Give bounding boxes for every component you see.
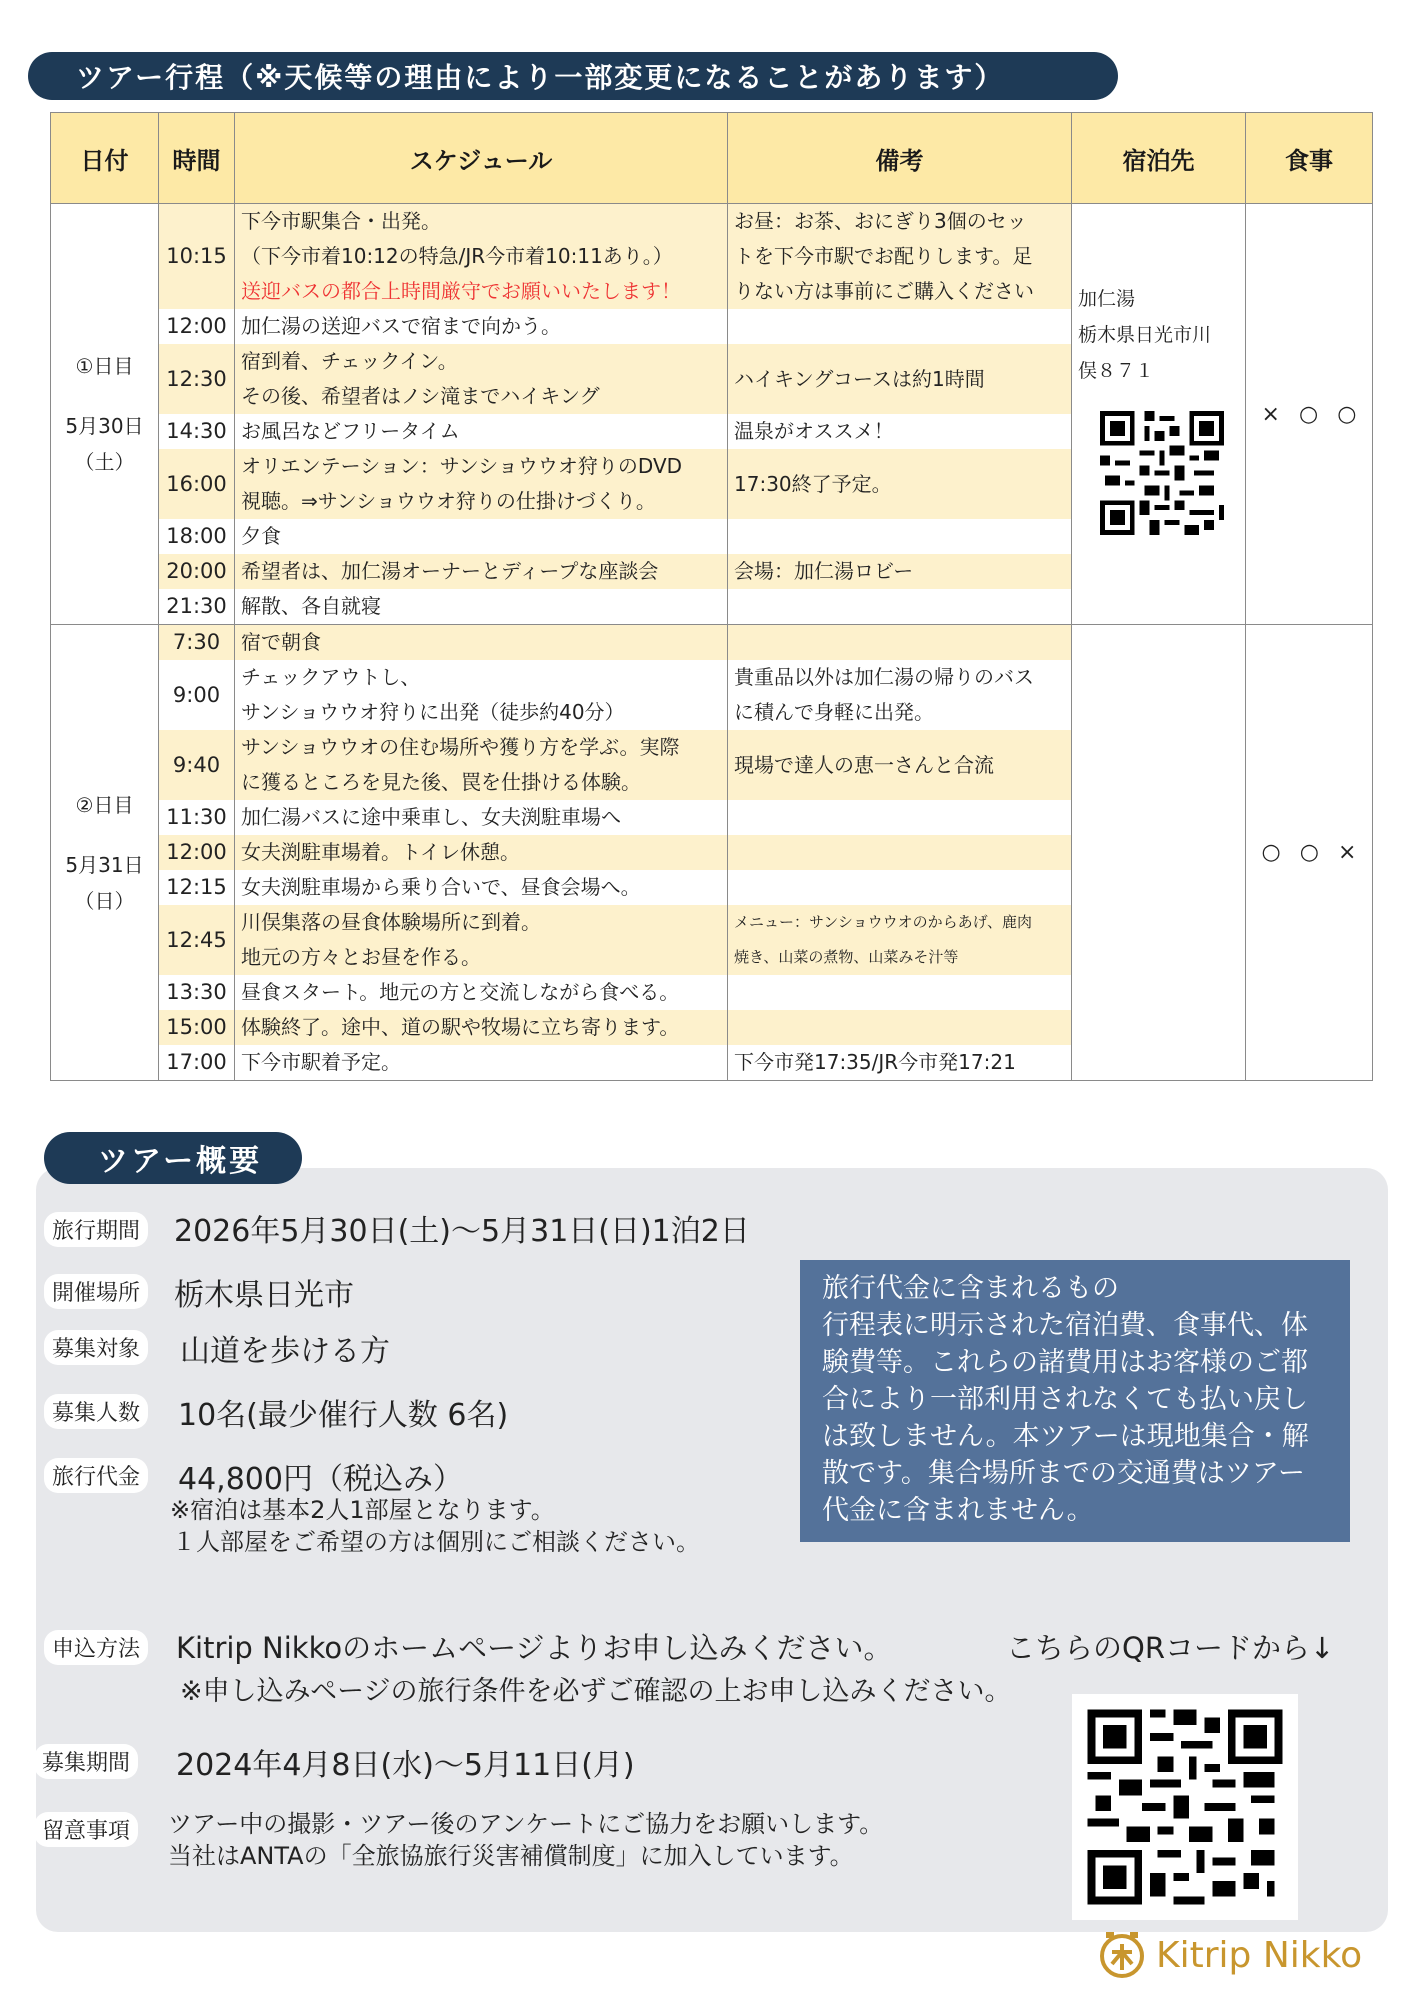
time-cell: 15:00 [159,1010,235,1045]
time-cell: 12:45 [159,905,235,975]
day-dow: （土） [74,450,135,474]
included-line: 代金に含まれません。 [822,1495,1094,1526]
price-note-1: ※宿泊は基本2人1部屋となります。 [170,1496,555,1524]
note-cell: 温泉がオススメ！ [728,414,1072,449]
header-time: 時間 [159,113,235,204]
included-title: 旅行代金に含まれるもの [822,1273,1119,1304]
apply-label: 申込方法 [44,1630,148,1665]
note-line: に積んで身軽に出発。 [734,700,934,724]
schedule-line: （下今市着10:12の特急/JR今市着10:11あり。） [241,244,673,268]
header-schedule: スケジュール [235,113,728,204]
price-note-2: １人部屋をご希望の方は個別にご相談ください。 [172,1528,700,1556]
day-label: ②日目 [75,792,134,817]
note-cell: 現場で達人の恵一さんと合流 [728,730,1072,800]
schedule-line: サンショウウオ狩りに出発（徒歩約40分） [241,700,625,724]
caution-line-2: 当社はANTAの「全旅協旅行災害補償制度」に加入しています。 [168,1842,854,1870]
meal-lunch: ○ [1299,840,1319,865]
note-cell [728,204,1072,310]
time-cell: 14:30 [159,414,235,449]
stay-address: 栃木県日光市川 [1078,324,1212,346]
included-line: 散です。集合場所までの交通費はツアー [822,1458,1306,1489]
time-cell: 16:00 [159,449,235,519]
note-cell: 下今市発17:35/JR今市発17:21 [728,1045,1072,1081]
note-cell [728,589,1072,625]
included-box [800,1260,1350,1542]
place-label: 開催場所 [44,1274,148,1309]
schedule-cell: 希望者は、加仁湯オーナーとディープな座談会 [235,554,728,589]
header-date: 日付 [51,113,159,204]
apply-value[interactable]: Kitrip Nikkoのホームページよりお申し込みください。 [176,1631,893,1665]
table-row [51,625,1373,661]
note-line: 貴重品以外は加仁湯の帰りのバス [734,665,1034,689]
table-header-row [51,113,1373,204]
time-cell: 12:15 [159,870,235,905]
schedule-cell: お風呂などフリータイム [235,414,728,449]
time-cell: 20:00 [159,554,235,589]
schedule-cell [235,660,728,730]
schedule-cell: 女夫渕駐車場から乗り合いで、昼食会場へ。 [235,870,728,905]
meal-cell [1246,625,1373,1081]
note-line: お昼：お茶、おにぎり3個のセッ [734,209,1027,233]
kitrip-logo [1098,1930,1362,1980]
apply-qr-code[interactable] [1072,1694,1298,1920]
note-cell: 17:30終了予定。 [728,449,1072,519]
schedule-cell [235,905,728,975]
day-date: 5月30日 [65,414,144,438]
schedule-line: 地元の方々とお昼を作る。 [241,945,481,969]
stay-cell [1072,625,1246,1081]
capacity-value: 10名(最少催行人数 6名) [178,1398,509,1433]
recruit-value: 2024年4月8日(水)～5月11日(月) [176,1748,635,1783]
schedule-cell: 昼食スタート。地元の方と交流しながら食べる。 [235,975,728,1010]
schedule-line: その後、希望者はノシ滝までハイキング [241,384,600,408]
meal-lunch: ○ [1299,401,1319,427]
included-line: は致しません。本ツアーは現地集合・解 [822,1421,1309,1452]
day-date: 5月31日 [65,852,144,877]
stay-qr-code[interactable] [1100,411,1239,547]
schedule-cell: 夕食 [235,519,728,554]
note-line: 焼き、山菜の煮物、山菜みそ汁等 [734,948,959,966]
stay-name: 加仁湯 [1078,288,1136,310]
schedule-warning: 送迎バスの都合上時間厳守でお願いいたします！ [241,279,681,303]
schedule-cell [235,204,728,310]
time-cell: 7:30 [159,625,235,661]
note-cell: ハイキングコースは約1時間 [728,344,1072,414]
time-cell: 12:00 [159,309,235,344]
meal-breakfast: × [1261,401,1280,427]
schedule-cell [235,730,728,800]
schedule-line: 下今市駅集合・出発。 [241,209,441,233]
time-cell: 13:30 [159,975,235,1010]
apply-note: ※申し込みページの旅行条件を必ずご確認の上お申し込みください。 [180,1676,1012,1707]
stay-cell [1072,204,1246,625]
place-value: 栃木県日光市 [174,1278,354,1313]
schedule-line: 宿到着、チェックイン。 [241,349,458,373]
header-stay: 宿泊先 [1072,113,1246,204]
time-cell: 12:30 [159,344,235,414]
period-value: 2026年5月30日(土)～5月31日(日)1泊2日 [174,1214,750,1249]
note-line: メニュー：サンショウウオのからあげ、鹿肉 [734,913,1032,931]
day2-cell [51,625,159,1081]
schedule-table [50,112,1373,1081]
schedule-cell: 解散、各自就寝 [235,589,728,625]
time-cell: 9:00 [159,660,235,730]
schedule-line: に獲るところを見た後、罠を仕掛ける体験。 [241,770,641,794]
schedule-cell: 加仁湯の送迎バスで宿まで向かう。 [235,309,728,344]
note-cell: 会場：加仁湯ロビー [728,554,1072,589]
note-line: りない方は事前にご購入ください [734,279,1034,303]
meal-cell [1246,204,1373,625]
recruit-label: 募集期間 [34,1744,138,1779]
day-dow: （日） [74,888,135,913]
target-value: 山道を歩ける方 [180,1334,390,1369]
schedule-cell: 体験終了。途中、道の駅や牧場に立ち寄ります。 [235,1010,728,1045]
time-cell: 11:30 [159,800,235,835]
day1-cell [51,204,159,625]
note-cell [728,870,1072,905]
note-line: トを下今市駅でお配りします。足 [734,244,1033,268]
header-notes: 備考 [728,113,1072,204]
time-cell: 18:00 [159,519,235,554]
note-cell [728,835,1072,870]
schedule-line: 川俣集落の昼食体験場所に到着。 [241,910,541,934]
note-cell [728,519,1072,554]
meal-dinner: × [1338,840,1357,865]
schedule-cell [235,449,728,519]
header-meal: 食事 [1246,113,1373,204]
schedule-cell: 女夫渕駐車場着。トイレ休憩。 [235,835,728,870]
schedule-cell: 加仁湯バスに途中乗車し、女夫渕駐車場へ [235,800,728,835]
apply-qr-text: こちらのQRコードから↓ [1006,1631,1335,1665]
meal-dinner: ○ [1337,401,1357,427]
time-cell: 21:30 [159,589,235,625]
time-cell: 12:00 [159,835,235,870]
note-cell [728,1010,1072,1045]
note-cell [728,625,1072,661]
price-label: 旅行代金 [44,1458,148,1493]
meal-marks [1252,397,1366,432]
note-cell [728,800,1072,835]
caution-line-1: ツアー中の撮影・ツアー後のアンケートにご協力をお願いします。 [168,1810,884,1838]
note-cell [728,975,1072,1010]
time-cell: 10:15 [159,204,235,310]
tree-logo-icon [1098,1930,1146,1980]
overview-title: ツアー概要 [44,1132,302,1184]
schedule-cell [235,344,728,414]
stay-address: 俣８７１ [1078,360,1155,382]
target-label: 募集対象 [44,1330,148,1365]
day-label: ①日目 [75,354,134,378]
meal-marks [1252,835,1366,870]
included-line: 行程表に明示された宿泊費、食事代、体 [822,1310,1308,1341]
schedule-cell: 宿で朝食 [235,625,728,661]
schedule-cell: 下今市駅着予定。 [235,1045,728,1081]
note-cell [728,905,1072,975]
schedule-line: チェックアウトし、 [241,665,421,689]
included-line: 合により一部利用されなくても払い戻し [822,1384,1308,1415]
note-cell [728,660,1072,730]
schedule-line: 視聴。⇒サンショウウオ狩りの仕掛けづくり。 [241,489,656,513]
table-row [51,204,1373,310]
caution-label: 留意事項 [34,1812,138,1847]
time-cell: 17:00 [159,1045,235,1081]
schedule-line: オリエンテーション：サンショウウオ狩りのDVD [241,454,683,478]
time-cell: 9:40 [159,730,235,800]
schedule-line: サンショウウオの住む場所や獲り方を学ぶ。実際 [241,735,680,759]
schedule-title: ツアー行程（※天候等の理由により一部変更になることがあります） [28,52,1118,100]
logo-text: Kitrip Nikko [1156,1934,1363,1976]
capacity-label: 募集人数 [44,1394,148,1429]
period-label: 旅行期間 [44,1212,148,1247]
meal-breakfast: ○ [1261,840,1281,865]
included-line: 験費等。これらの諸費用はお客様のご都 [822,1347,1308,1378]
price-value: 44,800円（税込み） [178,1462,463,1497]
note-cell [728,309,1072,344]
